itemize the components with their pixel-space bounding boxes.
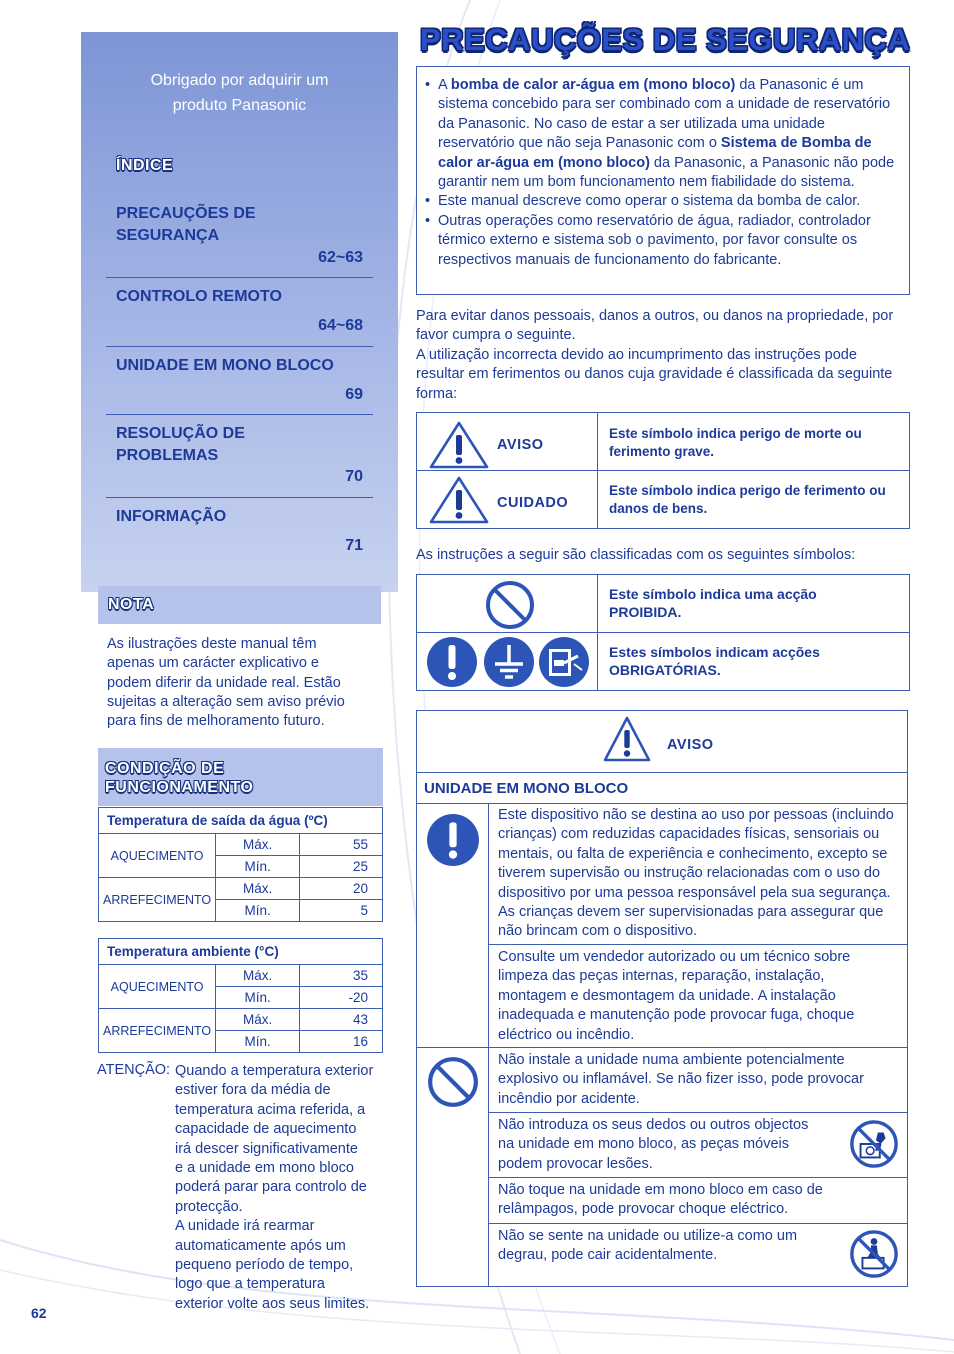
warning-triangle-icon — [429, 421, 489, 469]
warning-row: Não introduza os seus dedos ou outros objectos na unidade em mono bloco, as peças móveis podem provocar lesões. — [498, 1117, 809, 1172]
toc-page: 69 — [345, 386, 363, 403]
toc-item-safety[interactable]: PRECAUÇÕES DE SEGURANÇA 62~63 — [106, 192, 373, 278]
symbol-row-mandatory: Estes símbolos indicam acções OBRIGATÓRIAS. — [417, 633, 909, 691]
attention-text: Quando a temperatura exterior estiver fora da média de temperatura acima referida, a capacidade de aquecimento irá descer significativamente e a unidade em mono bloco poderá parar para controlo de protecção. A unidade irá rearmar automaticamente após um pequeno período de tempo, logo que a temperatura exterior volte aos seus limites. — [175, 1063, 374, 1312]
warning-table — [416, 710, 908, 1287]
warning-row: Não toque na unidade em mono bloco em caso de relâmpagos, pode provocar choque eléctrico. — [498, 1182, 823, 1218]
toc-item-troubleshooting[interactable]: RESOLUÇÃO DE PROBLEMAS 70 — [106, 415, 373, 498]
note-header — [98, 586, 381, 624]
table-row: Mín. 16 — [99, 1031, 383, 1053]
unplug-power-icon — [538, 636, 590, 688]
page-title: PRECAUÇÕES DE SEGURANÇA — [420, 22, 911, 57]
note-text: As ilustrações deste manual têm apenas um carácter explicativo e podem diferir da unidade real. Estão sujeitas a alteração sem aviso prévio para fins de melhoramento futuro. — [107, 636, 345, 730]
earth-ground-icon — [483, 636, 535, 688]
warning-row: Não instale a unidade numa ambiente potencialmente explosivo ou inflamável. Se não fizer isso, pode provocar incêndio por acidente. — [498, 1052, 864, 1107]
prohibited-icon — [426, 1055, 480, 1109]
attention-label: ATENÇÃO: — [97, 1062, 171, 1078]
warning-word: AVISO — [667, 737, 714, 753]
thanks-text: Obrigado por adquirir um produto Panasonic — [150, 72, 329, 114]
caution-triangle-icon — [429, 476, 489, 524]
prohibited-icon — [484, 579, 536, 631]
page-number: 62 — [31, 1305, 47, 1321]
intro-bullet: • A bomba de calor ar-água em (mono bloco) da Panasonic é um sistema concebido para ser combinado com a unidade de reservatório da Panasonic. No caso de estar a ser utilizada uma unidade reservatório que não seja Panasonic com o Sistema de Bomba de calor ar-água em (mono bloco) da Panasonic, a Panasonic não pode garantir nem um bom funcionamento nem fiabilidade do sistema. — [425, 76, 903, 192]
no-fingers-icon — [849, 1119, 899, 1169]
toc-item-mono-bloc[interactable]: UNIDADE EM MONO BLOCO 69 — [106, 347, 373, 415]
section-title: UNIDADE EM MONO BLOCO — [424, 780, 629, 797]
warning-row: Não se sente na unidade ou utilize-a como um degrau, pode cair acidentalmente. — [498, 1228, 798, 1264]
condition-header — [98, 748, 383, 806]
condition-title: CONDIÇÃO DE FUNCIONAMENTO — [105, 760, 254, 796]
table-row: ARREFECIMENTO Máx. 43 — [99, 1009, 383, 1031]
toc-item-information[interactable]: INFORMAÇÃO 71 — [116, 508, 363, 554]
toc-page: 64~68 — [318, 317, 363, 334]
intro-box — [416, 66, 910, 295]
note-title: NOTA — [108, 596, 155, 613]
mandatory-exclamation-icon — [426, 636, 478, 688]
table-row: AQUECIMENTO Máx. 55 — [99, 834, 383, 856]
symbols-intro: As instruções a seguir são classificadas com os seguintes símbolos: — [416, 547, 856, 563]
toc-page: 70 — [345, 468, 363, 485]
intro-bullet: • Este manual descreve como operar o sistema da bomba de calor. — [425, 192, 903, 211]
warning-row: Este dispositivo não se destina ao uso por pessoas (incluindo crianças) com reduzidas capacidades físicas, sensoriais ou mentais, ou falta de experiência e conhecimento, excepto se tiverem supervisão ou instrução relacionadas com o uso do dispositivo por uma pessoa responsável pela sua segurança. As crianças devem ser supervisionadas para assegurar que não brincam com o dispositivo. — [498, 807, 894, 940]
toc-page: 62~63 — [318, 249, 363, 266]
ambient-temperature-table — [98, 938, 383, 1053]
symbols-table — [416, 574, 910, 691]
index-title: ÍNDICE — [116, 157, 174, 174]
table-header: Temperatura ambiente (°C) — [99, 939, 383, 965]
mandatory-exclamation-icon — [426, 813, 480, 867]
table-row: ARREFECIMENTO Máx. 20 — [99, 878, 383, 900]
intro-bullet: • Outras operações como reservatório de água, radiador, controlador térmico externo e sistema sob o pavimento, por favor consulte os respectivos manuais de funcionamento do fabricante. — [425, 212, 903, 270]
table-row: Mín. 5 — [99, 900, 383, 922]
sidebar-index-panel — [81, 32, 398, 592]
warning-triangle-icon — [603, 716, 651, 762]
water-temperature-table — [98, 807, 383, 922]
no-sitting-icon — [849, 1229, 899, 1279]
severity-table — [416, 412, 910, 529]
warning-row: Consulte um vendedor autorizado ou um técnico sobre limpeza das peças internas, reparação, instalação, montagem e desmontagem da unidade. A instalação inadequada e manutenção pode provocar fuga, choque eléctrico ou incêndio. — [498, 949, 855, 1043]
table-row: Mín. -20 — [99, 987, 383, 1009]
toc-item-remote-control[interactable]: CONTROLO REMOTO 64~68 — [106, 278, 373, 347]
intro-paragraph: Para evitar danos pessoais, danos a outros, ou danos na propriedade, por favor cumpra o seguinte. A utilização incorrecta devido ao incumprimento das instruções pode resultar em ferimentos ou danos cuja gravidade é classificada da seguinte forma: — [416, 308, 894, 402]
table-row: Mín. 25 — [99, 856, 383, 878]
severity-row-aviso: AVISO Este símbolo indica perigo de morte ou ferimento grave. — [417, 413, 909, 471]
toc-page: 71 — [345, 537, 363, 554]
severity-row-cuidado: CUIDADO Este símbolo indica perigo de ferimento ou danos de bens. — [417, 471, 909, 529]
table-header: Temperatura de saída da água (ºC) — [99, 808, 383, 834]
table-row: AQUECIMENTO Máx. 35 — [99, 965, 383, 987]
symbol-row-prohibited: Este símbolo indica uma acção PROIBIDA. — [417, 575, 909, 633]
